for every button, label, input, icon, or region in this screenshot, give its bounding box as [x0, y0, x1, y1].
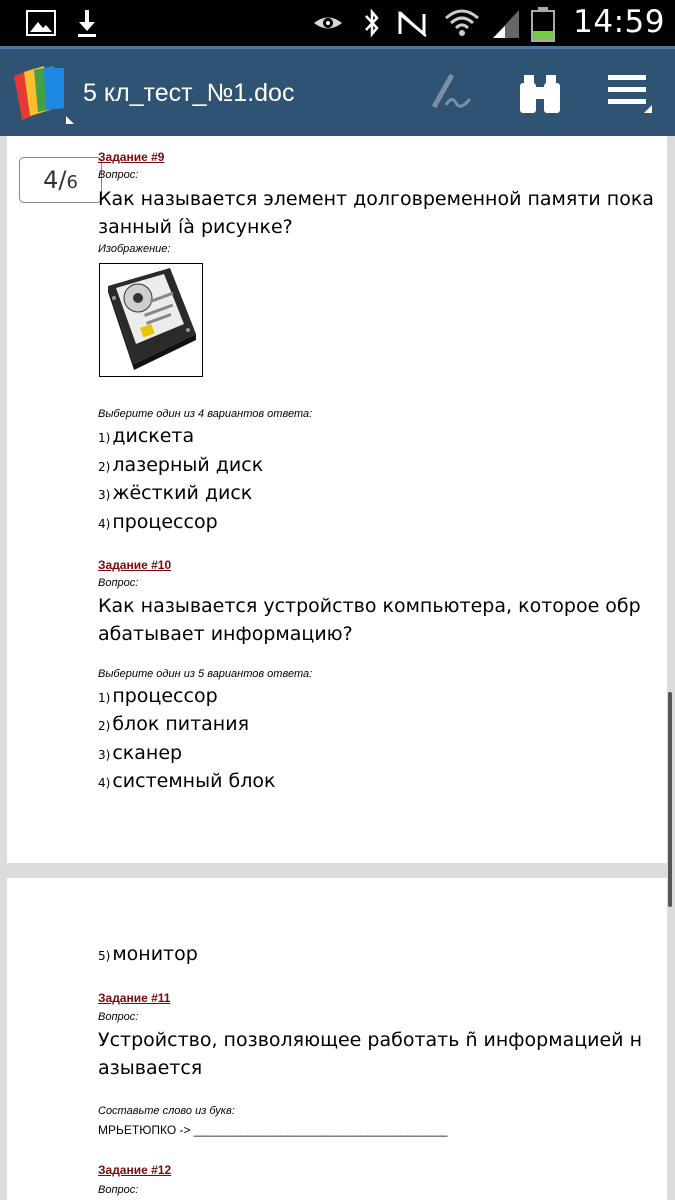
document-title: 5 кл_тест_№1.doc [83, 79, 295, 107]
answer-option [98, 511, 218, 533]
answer-option [98, 713, 249, 735]
image-label: Изображение: [98, 243, 171, 255]
binoculars-icon[interactable] [518, 73, 562, 119]
app-logo-icon[interactable] [8, 62, 74, 128]
hard-drive-image [99, 263, 203, 377]
compose-label: Составьте слово из букв: [98, 1105, 235, 1117]
wifi-icon [444, 6, 480, 44]
option-number: 2) [98, 460, 111, 474]
page-indicator[interactable] [19, 157, 102, 203]
question-text-line: Устройство, позволяющее работать ñ информацией н [98, 1029, 642, 1051]
task-heading[interactable]: Задание #9 [98, 150, 165, 164]
eye-icon [312, 12, 344, 38]
task-heading[interactable]: Задание #11 [98, 991, 171, 1005]
answer-option [98, 454, 263, 476]
battery-icon [530, 6, 556, 46]
answer-option [98, 482, 252, 504]
task-heading[interactable]: Задание #12 [98, 1163, 172, 1177]
letters-answer-line: МРЬЕТЮПКО -> ______________________________________ [98, 1123, 448, 1137]
option-number: 3) [98, 748, 111, 762]
option-number: 4) [98, 517, 111, 531]
status-bar [0, 0, 675, 46]
answer-option [98, 425, 194, 447]
option-text: монитор [112, 943, 198, 965]
choose-label: Выберите один из 4 вариантов ответа: [98, 408, 313, 420]
scrollbar[interactable] [668, 692, 672, 907]
option-number: 3) [98, 488, 111, 502]
option-text: системный блок [112, 770, 276, 792]
question-label: Вопрос: [98, 1184, 139, 1196]
question-label: Вопрос: [98, 577, 139, 589]
question-text-line: абатывает информацию? [98, 623, 353, 645]
option-text: дискета [112, 425, 195, 447]
task-heading[interactable]: Задание #10 [98, 558, 172, 572]
option-number: 4) [98, 776, 111, 790]
question-text-line: азывается [98, 1057, 203, 1079]
option-text: лазерный диск [112, 454, 264, 476]
answer-option [98, 943, 198, 965]
bluetooth-icon [362, 8, 382, 42]
total-pages: 6 [66, 172, 78, 193]
menu-icon[interactable] [606, 73, 652, 117]
option-number: 2) [98, 719, 111, 733]
answer-option [98, 770, 275, 792]
app-bar [0, 46, 675, 136]
question-text-line: Как называется устройство компьютера, которое обр [98, 595, 641, 617]
option-text: процессор [112, 511, 218, 533]
answer-option [98, 742, 182, 764]
clock: 14:59 [573, 4, 665, 40]
question-label: Вопрос: [98, 169, 139, 181]
cell-signal-icon [491, 8, 521, 44]
choose-label: Выберите один из 5 вариантов ответа: [98, 668, 313, 680]
option-number: 1) [98, 431, 111, 445]
question-label: Вопрос: [98, 1011, 139, 1023]
option-text: жёсткий диск [112, 482, 253, 504]
option-number: 5) [98, 949, 111, 963]
option-text: блок питания [112, 713, 250, 735]
option-number: 1) [98, 691, 111, 705]
picture-icon [26, 10, 56, 40]
download-icon [76, 8, 98, 42]
pen-icon[interactable] [426, 71, 474, 119]
current-page: 4/ [43, 166, 67, 194]
answer-option [98, 685, 218, 707]
no-signal-icon [396, 8, 430, 42]
question-text-line: Как называется элемент долговременной памяти пока [98, 188, 654, 210]
option-text: процессор [112, 685, 218, 707]
question-text-line: занный íà рисунке? [98, 216, 293, 238]
option-text: сканер [112, 742, 183, 764]
